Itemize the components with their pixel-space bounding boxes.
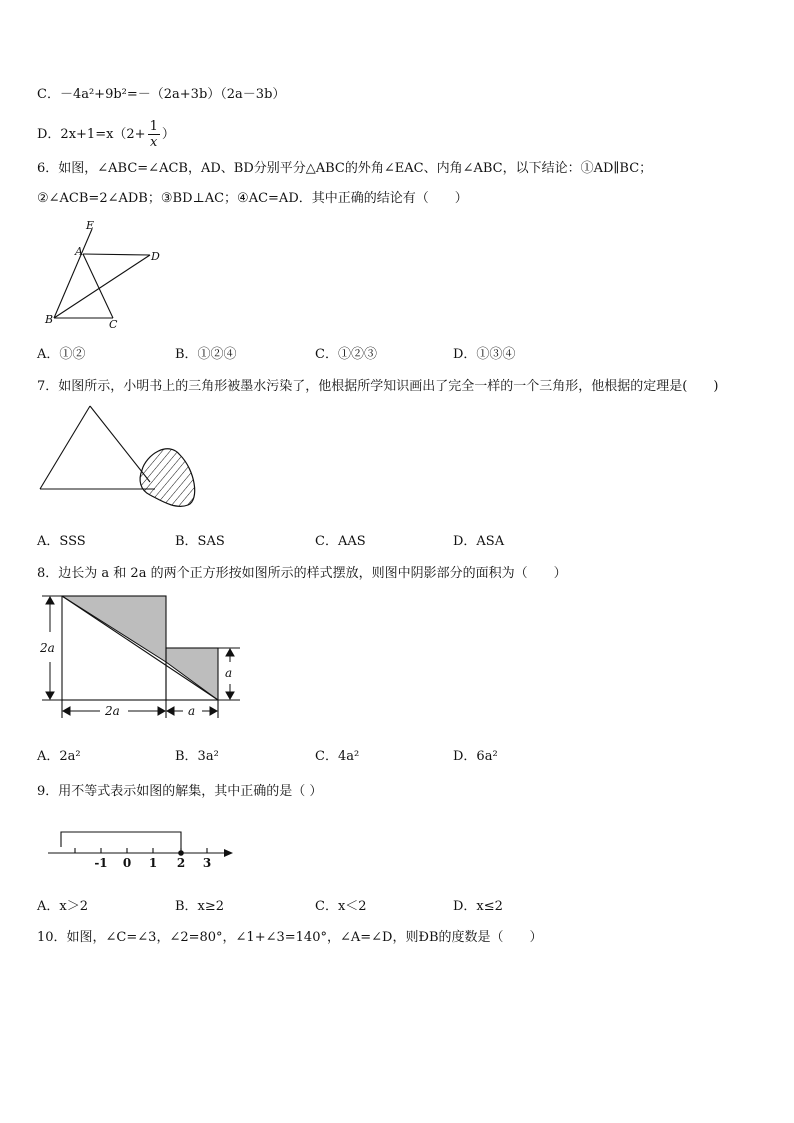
- q9-tick-2: 2: [176, 856, 186, 870]
- q7-option-a[interactable]: A．SSS: [37, 534, 86, 549]
- q9-option-c[interactable]: C．x＜2: [315, 899, 367, 914]
- q5-option-d-suffix: ）: [161, 127, 175, 142]
- q6-label-d: D: [151, 250, 160, 263]
- q6-option-a[interactable]: A．①②: [37, 347, 86, 362]
- q6-text-line2: ②∠ACB=2∠ADB；③BD⊥AC；④AC=AD．其中正确的结论有（ ）: [37, 191, 468, 206]
- q6-option-d[interactable]: D．①③④: [453, 347, 516, 362]
- q6-option-c[interactable]: C．①②③: [315, 347, 377, 362]
- q7-option-c[interactable]: C．AAS: [315, 534, 366, 549]
- q9-tick-0: 0: [122, 856, 132, 870]
- q9-option-b[interactable]: B．x≥2: [175, 899, 225, 914]
- q6-label-c: C: [109, 318, 118, 331]
- q8-label-right: a: [225, 666, 233, 680]
- q6-label-b: B: [45, 313, 54, 326]
- q8-option-b[interactable]: B．3a²: [175, 749, 219, 764]
- q6-label-e: E: [86, 219, 95, 232]
- q6-option-b[interactable]: B．①②④: [175, 347, 237, 362]
- q9-tick-1: 1: [148, 856, 158, 870]
- q7-option-d[interactable]: D．ASA: [453, 534, 505, 549]
- q9-tick-3: 3: [202, 856, 212, 870]
- q8-label-left: 2a: [40, 641, 55, 655]
- q5-fraction-numerator: 1: [149, 119, 158, 134]
- q9-option-d[interactable]: D．x≤2: [453, 899, 503, 914]
- q8-option-c[interactable]: C．4a²: [315, 749, 360, 764]
- q9-tick-neg1: -1: [94, 856, 108, 870]
- q5-option-d-prefix: D．2x+1=x（2+: [37, 127, 146, 142]
- q5-fraction-denominator: x: [150, 135, 158, 150]
- q9-option-a[interactable]: A．x＞2: [37, 899, 88, 914]
- q10-text: 10．如图，∠C=∠3，∠2=80°，∠1+∠3=140°，∠A=∠D，则ÐB的度数是（ ）: [37, 930, 543, 945]
- q5-option-c: C．－4a²+9b²=－（2a+3b）（2a－3b）: [37, 87, 286, 102]
- q8-label-bottom-left: 2a: [105, 704, 120, 718]
- q8-label-bottom-right: a: [188, 704, 196, 718]
- q6-text-line1: 6．如图，∠ABC=∠ACB，AD、BD分别平分△ABC的外角∠EAC、内角∠ABC，以下结论：①AD∥BC；: [37, 161, 653, 176]
- q7-option-b[interactable]: B．SAS: [175, 534, 225, 549]
- q6-label-a: A: [75, 245, 83, 258]
- q9-text: 9．用不等式表示如图的解集，其中正确的是（ ）: [37, 784, 323, 799]
- q8-option-a[interactable]: A．2a²: [37, 749, 81, 764]
- q8-text: 8．边长为 a 和 2a 的两个正方形按如图所示的样式摆放，则图中阴影部分的面积为（ ）: [37, 566, 567, 581]
- q8-option-d[interactable]: D．6a²: [453, 749, 498, 764]
- q7-text: 7．如图所示，小明书上的三角形被墨水污染了，他根据所学知识画出了完全一样的一个三角形，他根据的定理是( ): [37, 379, 719, 394]
